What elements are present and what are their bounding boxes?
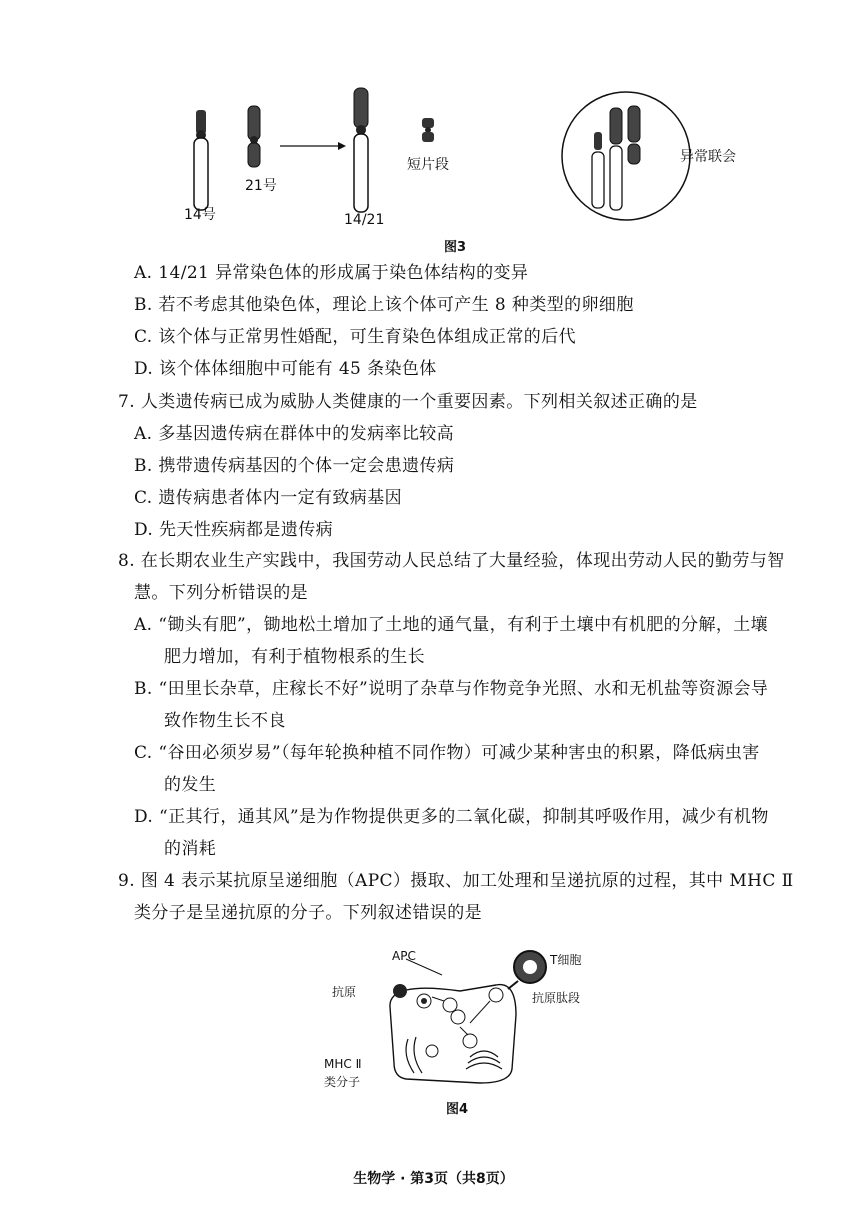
label-chr21: 21号 bbox=[245, 178, 277, 194]
q8-option-c-line-1: C. “谷田必须岁易”（每年轮换种植不同作物）可减少某种害虫的积累，降低病虫害 bbox=[134, 743, 760, 763]
figure-3 bbox=[180, 80, 820, 240]
label-chr14: 14号 bbox=[184, 207, 216, 223]
q7-option-d: D. 先天性疾病都是遗传病 bbox=[134, 520, 334, 540]
q6-option-a: A. 14/21 异常染色体的形成属于染色体结构的变异 bbox=[134, 263, 529, 283]
q6-option-c: C. 该个体与正常男性婚配，可生育染色体组成正常的后代 bbox=[134, 327, 577, 347]
short-fragment-upper bbox=[422, 118, 434, 128]
label-antigen: 抗原 bbox=[332, 985, 357, 999]
q8-option-a-line-1: A. “锄头有肥”，锄地松土增加了土地的通气量，有利于土壤中有机肥的分解，土壤 bbox=[134, 615, 769, 635]
figure-4-caption: 图4 bbox=[446, 1102, 469, 1117]
q8-option-b-line-1: B. “田里长杂草，庄稼长不好”说明了杂草与作物竞争光照、水和无机盐等资源会导 bbox=[134, 679, 769, 699]
q6-option-d: D. 该个体体细胞中可能有 45 条染色体 bbox=[134, 359, 437, 379]
label-t-cell: T细胞 bbox=[550, 953, 582, 967]
label-mhc-line-2: 类分子 bbox=[324, 1075, 361, 1089]
short-fragment-lower bbox=[422, 132, 434, 142]
q7-option-b: B. 携带遗传病基因的个体一定会患遗传病 bbox=[134, 456, 455, 476]
synapsis-circle bbox=[562, 92, 690, 220]
label-apc: APC bbox=[392, 949, 416, 963]
q8-stem-line-1: 8. 在长期农业生产实践中，我国劳动人民总结了大量经验，体现出劳动人民的勤劳与智 bbox=[118, 551, 785, 571]
label-chr1421: 14/21 bbox=[344, 212, 385, 228]
figure-4 bbox=[320, 945, 600, 1095]
label-antigen-peptide: 抗原肽段 bbox=[532, 991, 581, 1005]
label-short-fragment: 短片段 bbox=[407, 157, 449, 173]
q6-option-b: B. 若不考虑其他染色体，理论上该个体可产生 8 种类型的卵细胞 bbox=[134, 295, 634, 315]
chr21-lower bbox=[248, 143, 260, 167]
label-abnormal-synapsis: 异常联会 bbox=[680, 149, 736, 165]
figure-3-caption: 图3 bbox=[444, 240, 467, 255]
q8-option-c-line-2: 的发生 bbox=[164, 775, 217, 795]
q8-option-a-line-2: 肥力增加，有利于植物根系的生长 bbox=[164, 647, 425, 667]
q8-option-d-line-1: D. “正其行，通其风”是为作物提供更多的二氧化碳，抑制其呼吸作用，减少有机物 bbox=[134, 807, 769, 827]
q7-option-c: C. 遗传病患者体内一定有致病基因 bbox=[134, 488, 403, 508]
antigen-particle bbox=[393, 984, 407, 998]
q8-option-d-line-2: 的消耗 bbox=[164, 839, 217, 859]
page-footer: 生物学 · 第3页（共8页） bbox=[353, 1171, 514, 1187]
q9-stem-line-1: 9. 图 4 表示某抗原呈递细胞（APC）摄取、加工处理和呈递抗原的过程，其中 MHC Ⅱ bbox=[118, 871, 794, 891]
chr1421-upper bbox=[354, 88, 368, 128]
q7-stem: 7. 人类遗传病已成为威胁人类健康的一个重要因素。下列相关叙述正确的是 bbox=[118, 392, 698, 412]
q9-stem-line-2: 类分子是呈递抗原的分子。下列叙述错误的是 bbox=[134, 903, 482, 923]
chr1421-lower bbox=[354, 134, 368, 212]
label-mhc-line-1: MHC Ⅱ bbox=[324, 1057, 362, 1071]
q8-option-b-line-2: 致作物生长不良 bbox=[164, 711, 286, 731]
q8-stem-line-2: 慧。下列分析错误的是 bbox=[134, 583, 308, 603]
q7-option-a: A. 多基因遗传病在群体中的发病率比较高 bbox=[134, 424, 455, 444]
chr14-long-arm bbox=[194, 138, 208, 210]
chr21-upper bbox=[248, 106, 260, 140]
